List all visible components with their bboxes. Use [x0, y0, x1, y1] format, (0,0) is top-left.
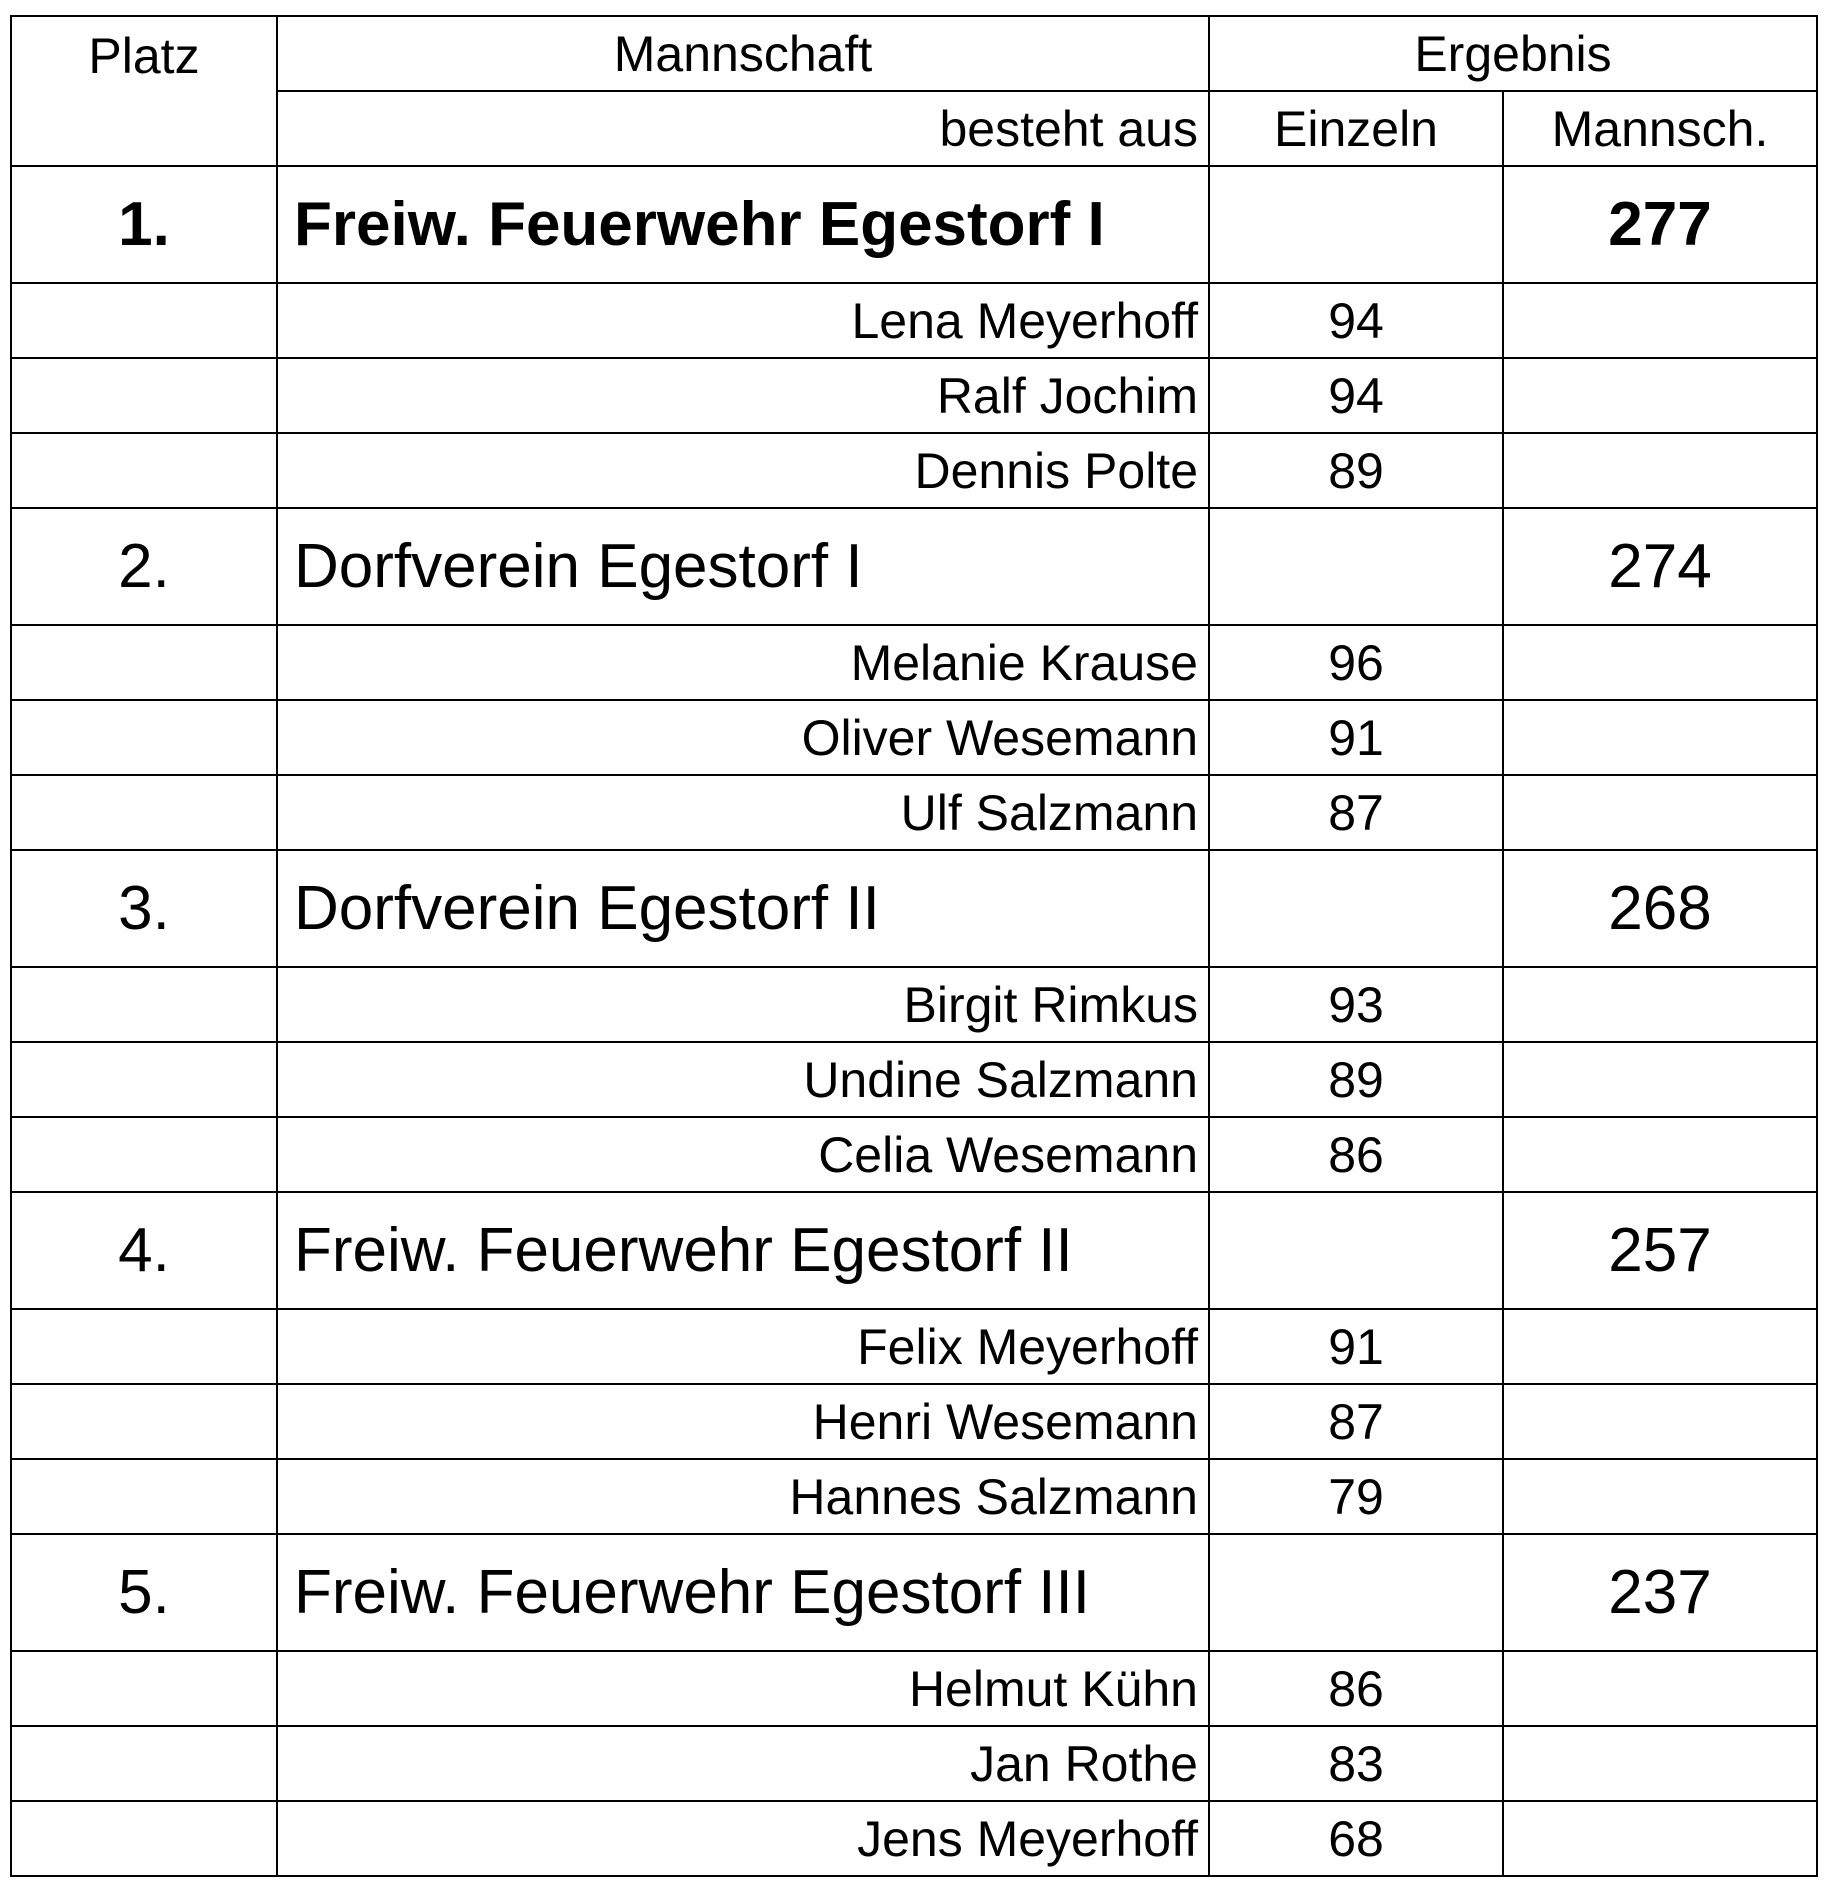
- member-platz-empty: [11, 775, 277, 850]
- team-total: 277: [1503, 166, 1817, 283]
- member-name: Ulf Salzmann: [277, 775, 1209, 850]
- member-platz-empty: [11, 1117, 277, 1192]
- member-row: [11, 1726, 1817, 1801]
- results-body: [11, 166, 1817, 1876]
- member-name: Hannes Salzmann: [277, 1459, 1209, 1534]
- member-total-empty: [1503, 1801, 1817, 1876]
- member-platz-empty: [11, 358, 277, 433]
- member-score: 79: [1209, 1459, 1503, 1534]
- member-score: 89: [1209, 433, 1503, 508]
- team-row: [11, 850, 1817, 967]
- team-name: Freiw. Feuerwehr Egestorf I: [277, 166, 1209, 283]
- member-total-empty: [1503, 625, 1817, 700]
- header-mannsch: Mannsch.: [1503, 91, 1817, 166]
- member-name: Ralf Jochim: [277, 358, 1209, 433]
- member-platz-empty: [11, 967, 277, 1042]
- member-row: [11, 625, 1817, 700]
- team-einzeln-empty: [1209, 1192, 1503, 1309]
- member-platz-empty: [11, 1726, 277, 1801]
- team-platz: 2.: [11, 508, 277, 625]
- team-total: 257: [1503, 1192, 1817, 1309]
- team-platz: 1.: [11, 166, 277, 283]
- header-row: [11, 16, 1817, 91]
- member-row: [11, 1117, 1817, 1192]
- member-platz-empty: [11, 283, 277, 358]
- team-name: Freiw. Feuerwehr Egestorf III: [277, 1534, 1209, 1651]
- member-total-empty: [1503, 967, 1817, 1042]
- member-row: [11, 775, 1817, 850]
- member-score: 87: [1209, 775, 1503, 850]
- team-einzeln-empty: [1209, 508, 1503, 625]
- member-name: Birgit Rimkus: [277, 967, 1209, 1042]
- member-total-empty: [1503, 775, 1817, 850]
- member-name: Celia Wesemann: [277, 1117, 1209, 1192]
- member-platz-empty: [11, 700, 277, 775]
- member-score: 96: [1209, 625, 1503, 700]
- member-row: [11, 1042, 1817, 1117]
- member-total-empty: [1503, 1309, 1817, 1384]
- member-name: Lena Meyerhoff: [277, 283, 1209, 358]
- member-score: 83: [1209, 1726, 1503, 1801]
- member-name: Undine Salzmann: [277, 1042, 1209, 1117]
- member-row: [11, 1459, 1817, 1534]
- member-row: [11, 1384, 1817, 1459]
- member-score: 87: [1209, 1384, 1503, 1459]
- member-score: 91: [1209, 700, 1503, 775]
- member-name: Felix Meyerhoff: [277, 1309, 1209, 1384]
- member-total-empty: [1503, 1042, 1817, 1117]
- member-row: [11, 700, 1817, 775]
- member-platz-empty: [11, 1309, 277, 1384]
- member-name: Melanie Krause: [277, 625, 1209, 700]
- team-total: 274: [1503, 508, 1817, 625]
- member-total-empty: [1503, 1117, 1817, 1192]
- member-platz-empty: [11, 1801, 277, 1876]
- team-name: Freiw. Feuerwehr Egestorf II: [277, 1192, 1209, 1309]
- member-platz-empty: [11, 1042, 277, 1117]
- team-row: [11, 508, 1817, 625]
- team-total: 237: [1503, 1534, 1817, 1651]
- header-platz: Platz: [11, 16, 277, 166]
- team-platz: 5.: [11, 1534, 277, 1651]
- results-table: [10, 15, 1818, 1877]
- member-total-empty: [1503, 1651, 1817, 1726]
- member-score: 86: [1209, 1651, 1503, 1726]
- header-besteht-aus: besteht aus: [277, 91, 1209, 166]
- member-total-empty: [1503, 358, 1817, 433]
- team-einzeln-empty: [1209, 166, 1503, 283]
- member-row: [11, 967, 1817, 1042]
- member-total-empty: [1503, 433, 1817, 508]
- header-mannschaft: Mannschaft: [277, 16, 1209, 91]
- member-total-empty: [1503, 1384, 1817, 1459]
- member-name: Dennis Polte: [277, 433, 1209, 508]
- member-score: 91: [1209, 1309, 1503, 1384]
- header-ergebnis: Ergebnis: [1209, 16, 1817, 91]
- member-row: [11, 1309, 1817, 1384]
- member-score: 89: [1209, 1042, 1503, 1117]
- member-platz-empty: [11, 1459, 277, 1534]
- member-row: [11, 283, 1817, 358]
- member-name: Jens Meyerhoff: [277, 1801, 1209, 1876]
- member-row: [11, 358, 1817, 433]
- member-score: 86: [1209, 1117, 1503, 1192]
- header-einzeln: Einzeln: [1209, 91, 1503, 166]
- member-total-empty: [1503, 283, 1817, 358]
- member-name: Helmut Kühn: [277, 1651, 1209, 1726]
- member-row: [11, 433, 1817, 508]
- member-name: Jan Rothe: [277, 1726, 1209, 1801]
- member-row: [11, 1801, 1817, 1876]
- team-platz: 4.: [11, 1192, 277, 1309]
- member-platz-empty: [11, 625, 277, 700]
- member-row: [11, 1651, 1817, 1726]
- subheader-row: [11, 91, 1817, 166]
- member-score: 93: [1209, 967, 1503, 1042]
- member-total-empty: [1503, 1726, 1817, 1801]
- member-platz-empty: [11, 1384, 277, 1459]
- team-row: [11, 1192, 1817, 1309]
- team-name: Dorfverein Egestorf I: [277, 508, 1209, 625]
- team-total: 268: [1503, 850, 1817, 967]
- team-einzeln-empty: [1209, 1534, 1503, 1651]
- team-row: [11, 1534, 1817, 1651]
- member-name: Oliver Wesemann: [277, 700, 1209, 775]
- member-platz-empty: [11, 433, 277, 508]
- member-total-empty: [1503, 700, 1817, 775]
- team-row: [11, 166, 1817, 283]
- member-score: 94: [1209, 283, 1503, 358]
- team-name: Dorfverein Egestorf II: [277, 850, 1209, 967]
- member-score: 94: [1209, 358, 1503, 433]
- team-platz: 3.: [11, 850, 277, 967]
- member-score: 68: [1209, 1801, 1503, 1876]
- member-name: Henri Wesemann: [277, 1384, 1209, 1459]
- member-platz-empty: [11, 1651, 277, 1726]
- team-einzeln-empty: [1209, 850, 1503, 967]
- member-total-empty: [1503, 1459, 1817, 1534]
